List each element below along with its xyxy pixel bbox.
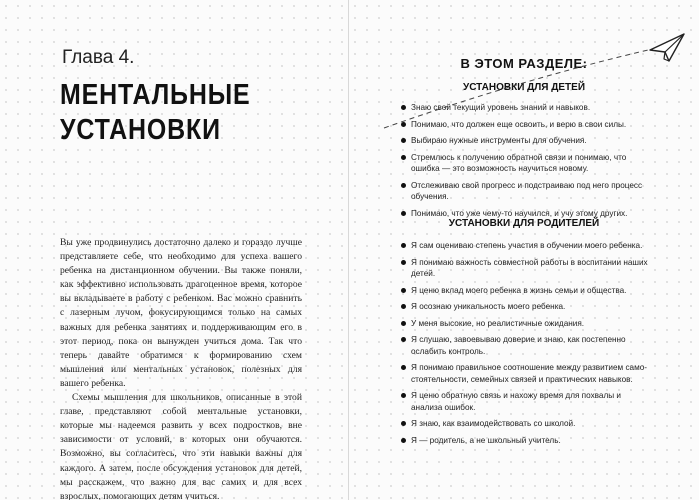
list-item: Я слушаю, завоевываю доверие и знаю, как постепенно ослабить контроль. bbox=[401, 334, 651, 357]
list-item: Я ценю обратную связь и нахожу время для похвалы и анализа ошибок. bbox=[401, 390, 651, 413]
chapter-title-line-2: УСТАНОВКИ bbox=[60, 114, 221, 146]
parents-list bbox=[401, 240, 651, 451]
kids-list bbox=[401, 102, 651, 224]
kids-heading: УСТАНОВКИ ДЛЯ ДЕТЕЙ bbox=[462, 82, 586, 93]
left-page bbox=[0, 0, 349, 500]
intro-text bbox=[60, 236, 302, 500]
list-item: Выбираю нужные инструменты для обучения. bbox=[401, 135, 651, 147]
parents-heading: УСТАНОВКИ ДЛЯ РОДИТЕЛЕЙ bbox=[448, 218, 600, 229]
list-item: Я знаю, как взаимодействовать со школой. bbox=[401, 418, 651, 430]
list-item: Я ценю вклад моего ребенка в жизнь семьи и общества. bbox=[401, 285, 651, 297]
list-item: Стремлюсь к получению обратной связи и понимаю, что ошибка — это возможность научиться новому. bbox=[401, 152, 651, 175]
paper-plane-icon bbox=[647, 30, 687, 66]
chapter-label: Глава 4. bbox=[62, 47, 135, 68]
chapter-title-line-1: МЕНТАЛЬНЫЕ bbox=[60, 79, 251, 111]
list-item: Понимаю, что должен еще освоить, и верю в свои силы. bbox=[401, 119, 651, 131]
list-item: Понимаю, что уже чему-то научился, и учу этому других. bbox=[401, 208, 651, 220]
section-title: В ЭТОМ РАЗДЕЛЕ: bbox=[460, 56, 588, 71]
list-item: Я понимаю важность совместной работы в воспитании наших детей. bbox=[401, 257, 651, 280]
list-item: Знаю свой текущий уровень знаний и навыков. bbox=[401, 102, 651, 114]
list-item: У меня высокие, но реалистичные ожидания. bbox=[401, 318, 651, 330]
chapter-title bbox=[60, 78, 250, 148]
list-item: Я — родитель, а не школьный учитель. bbox=[401, 435, 651, 447]
list-item: Я понимаю правильное соотношение между развитием самостоятельности, семейных связей и практических навыков. bbox=[401, 362, 651, 385]
list-item: Я сам оцениваю степень участия в обучении моего ребенка. bbox=[401, 240, 651, 252]
list-item: Я осознаю уникальность моего ребенка. bbox=[401, 301, 651, 313]
right-page bbox=[349, 0, 699, 500]
intro-paragraph-2: Схемы мышления для школьников, описанные в этой главе, представляют собой ментальные установки, которые мы надеемся развить у всех подростков, вне зависимости от условий, в которых они обучаются. Возможно, вы согласитесь, что эти навыки важны для каждого. А затем, после обсуждения установок для детей, мы расскажем, что важно для вас самих и для всех взрослых, помогающих детям учиться. bbox=[60, 392, 302, 500]
list-item: Отслеживаю свой прогресс и подстраиваю под него процесс обучения. bbox=[401, 180, 651, 203]
intro-paragraph-1: Вы уже продвинулись достаточно далеко и гораздо лучше представляете себе, что необходимо для успеха вашего ребенка на дистанционном обучении. Вы также поняли, как эффективно использовать драгоценное время, которое вы вкладываете в работу с ребенком. Вас можно сравнить с лазерным лучом, фокусирующимся только на самых важных для ребенка занятиях и поддерживающим его в этот период, пока он вынужден учиться дома. Так что теперь давайте обратимся к формированию схем мышления или ментальных установок, полезных для вашего ребенка. bbox=[60, 237, 302, 389]
